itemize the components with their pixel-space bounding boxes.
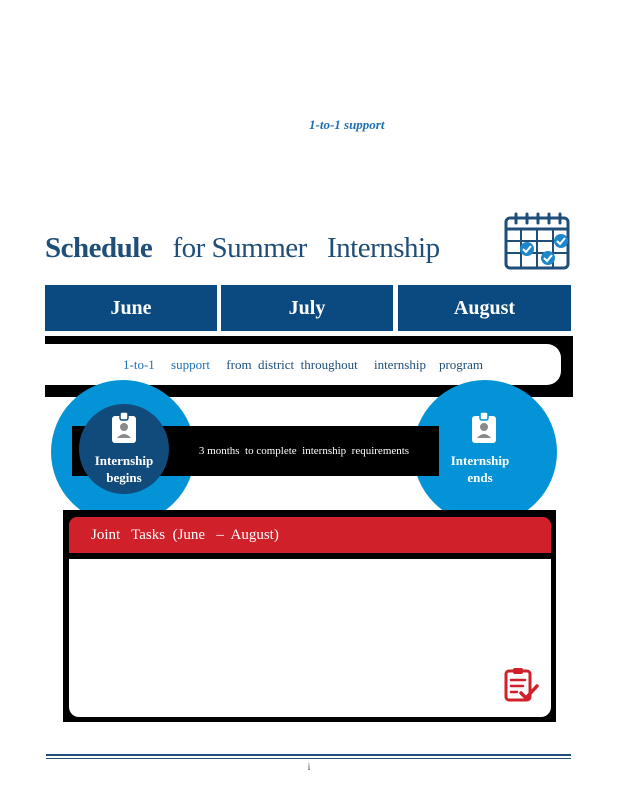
page-title-rest: for Summer Internship (152, 232, 440, 264)
id-badge-icon (111, 412, 137, 444)
footer-rule (46, 754, 571, 756)
support-text (45, 344, 561, 385)
end-label (435, 452, 525, 486)
calendar-check-icon (503, 212, 571, 270)
id-badge-icon (471, 412, 497, 444)
start-label-line1: Internship (94, 453, 154, 468)
page-title-bold: Schedule (45, 232, 153, 264)
clipboard-check-icon (503, 666, 539, 702)
footer-rule-thin (46, 758, 571, 759)
support-text-part1: 1-to-1 support (123, 356, 211, 372)
tasks-title: Joint Tasks (June – August) (91, 526, 279, 543)
support-text-part2: from district throughout internship program (210, 356, 483, 372)
page-number: i (307, 762, 311, 772)
start-label (79, 452, 169, 486)
start-label-line2: begins (106, 470, 142, 485)
month-june: June (45, 285, 217, 331)
end-label-line2: ends (467, 470, 493, 485)
top-support-note: 1-to-1 support (309, 117, 385, 132)
end-label-line1: Internship (450, 453, 510, 468)
month-august: August (398, 285, 571, 331)
tasks-body (69, 559, 551, 717)
month-july: July (221, 285, 393, 331)
timeline-bar-text: 3 months to complete internship requirements (198, 445, 410, 457)
page-title (45, 232, 440, 265)
